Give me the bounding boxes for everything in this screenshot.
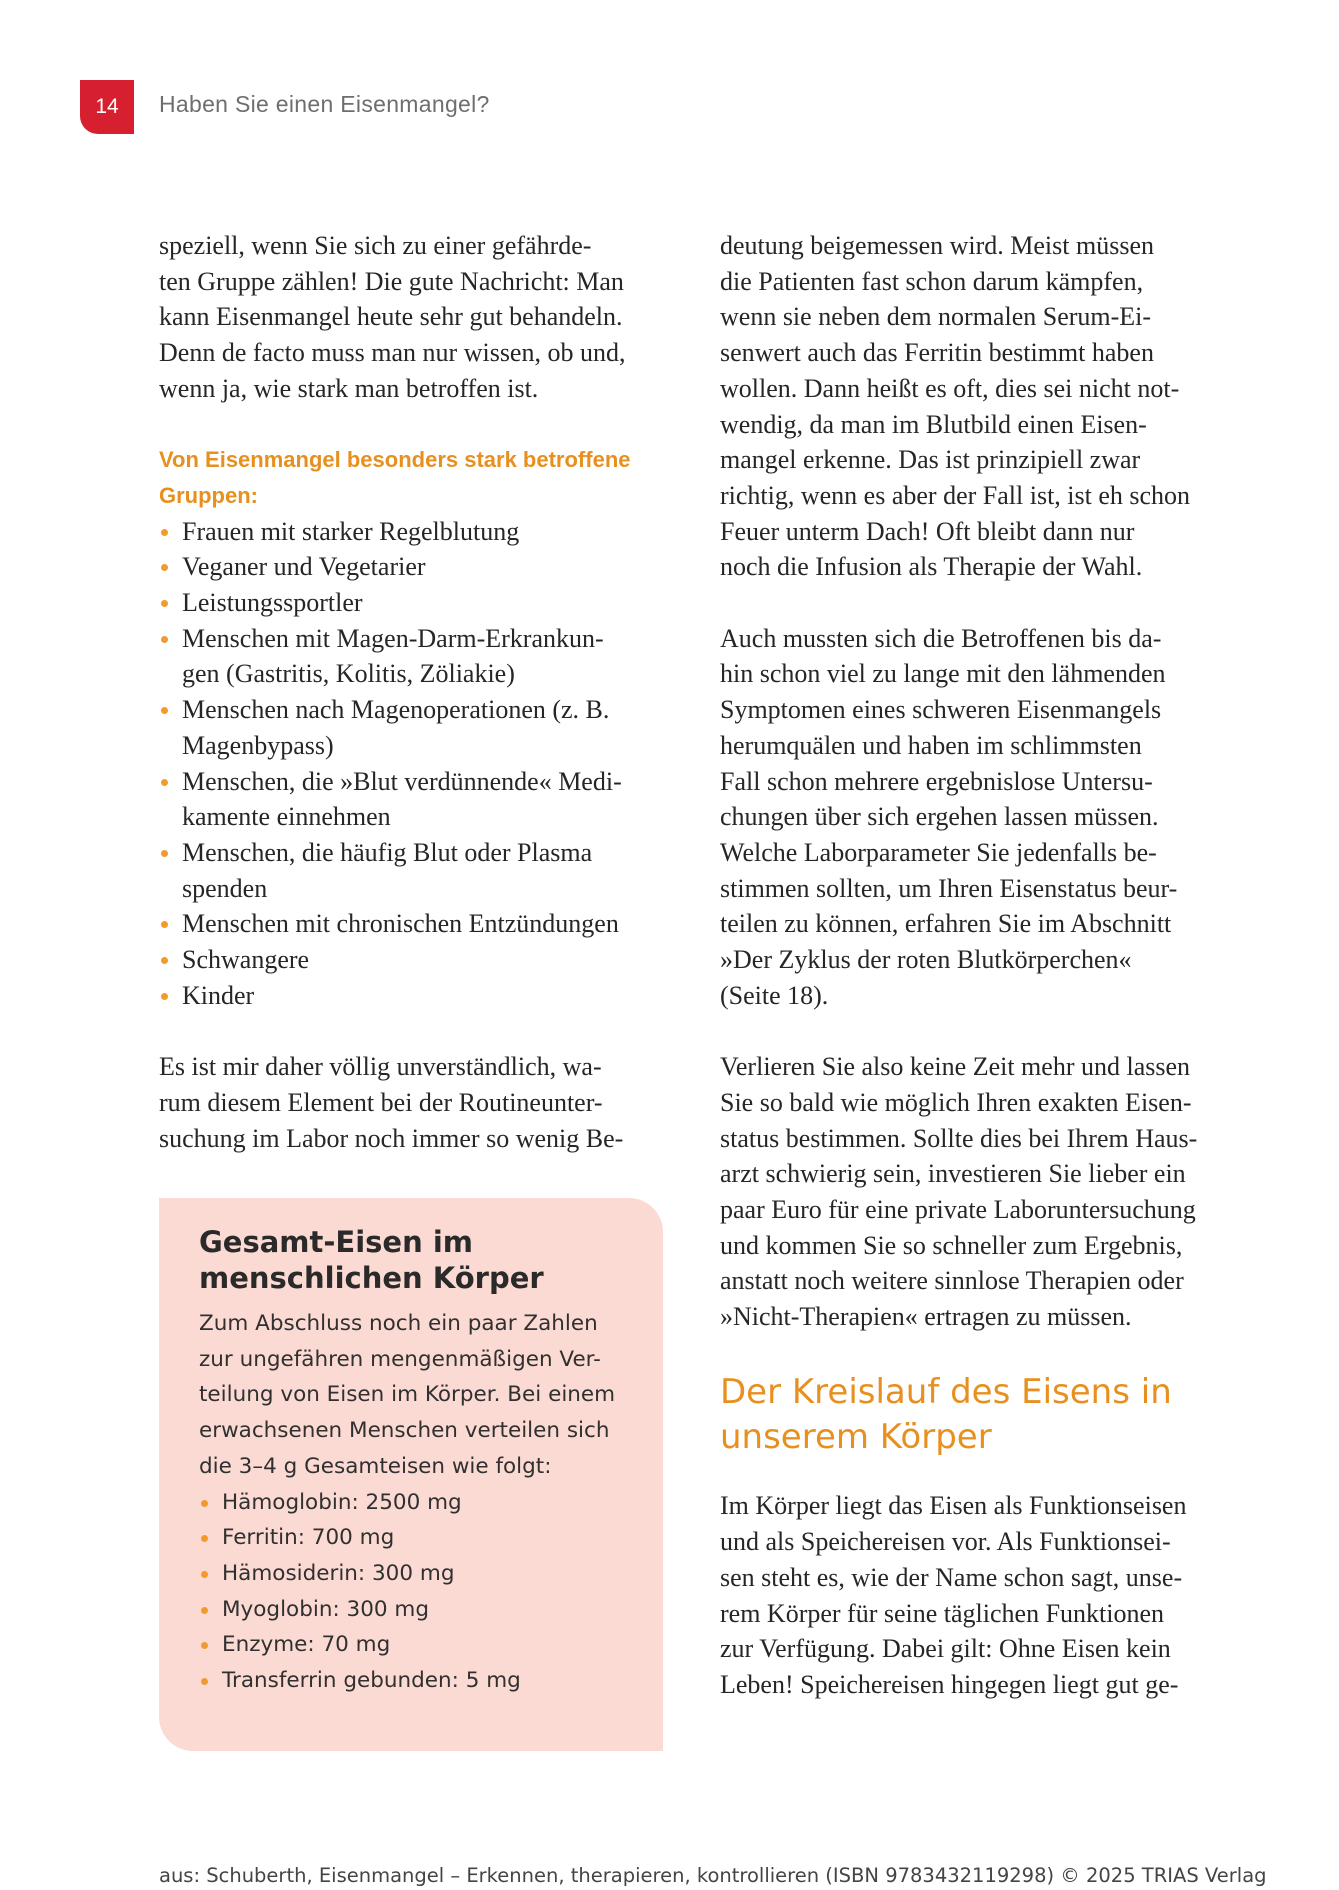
list-item [159,549,679,585]
paragraph [720,1488,1240,1702]
text-line: ten Gruppe zählen! Die gute Nachricht: Man [159,266,624,296]
list-item [159,906,679,942]
item-line: Kinder [182,980,255,1010]
text-line: Denn de facto muss man nur wissen, ob und, [159,338,626,368]
list-item: Hämosiderin: 300 mg [199,1556,633,1592]
title-line: menschlichen Körper [199,1261,544,1295]
item-line: kamente einnehmen [182,802,391,832]
item-line: gen (Gastritis, Kolitis, Zöliakie) [182,659,515,689]
iron-distribution-list [199,1485,633,1699]
paragraph [720,1049,1240,1335]
text-line: Verlieren Sie also keine Zeit mehr und lassen [720,1052,1191,1082]
heading-line: Von Eisenmangel besonders stark betroffene [159,447,631,473]
list-item [159,692,679,763]
heading-line: Gruppen: [159,482,258,508]
text-line: Es ist mir daher völlig unverständlich, wa- [159,1052,602,1082]
text-line: teilung von Eisen im Körper. Bei einem [199,1382,616,1408]
title-line: Der Kreislauf des Eisens in [720,1372,1172,1413]
list-item [159,585,679,621]
text-line: richtig, wenn es aber der Fall ist, ist eh schon [720,480,1191,510]
text-line: Welche Laborparameter Sie jedenfalls be- [720,837,1157,867]
text-line: mangel erkenne. Das ist prinzipiell zwar [720,445,1141,475]
running-title: Haben Sie einen Eisenmangel? [159,91,490,117]
page-number-tab [80,80,134,134]
text-line: deutung beigemessen wird. Meist müssen [720,231,1154,260]
text-line: »Der Zyklus der roten Blutkörperchen« [720,945,1132,975]
text-line: anstatt noch weitere sinnlose Therapien oder [720,1266,1184,1296]
list-item [159,764,679,835]
text-line: chungen über sich ergehen lassen müssen. [720,802,1159,832]
text-line: kann Eisenmangel heute sehr gut behandeln. [159,302,623,332]
text-line: die Patienten fast schon darum kämpfen, [720,266,1144,296]
text-line: Leben! Speichereisen hingegen liegt gut ge- [720,1669,1179,1699]
item-line: Magenbypass) [182,730,334,760]
section-title [720,1370,1240,1460]
groups-heading [159,442,679,513]
text-line: rem Körper für seine täglichen Funktionen [720,1598,1165,1628]
item-line: Menschen, die »Blut verdünnende« Medi- [182,766,622,796]
paragraph [720,621,1240,1014]
intro-paragraph [159,228,679,407]
text-line: sen steht es, wie der Name schon sagt, unse- [720,1562,1183,1592]
risk-groups-list [159,514,679,1014]
item-line: Frauen mit starker Regelblutung [182,516,520,546]
text-line: Im Körper liegt das Eisen als Funktionseisen [720,1491,1187,1521]
list-item [159,942,679,978]
list-item: Myoglobin: 300 mg [199,1592,633,1628]
item-line: Menschen mit Magen-Darm-Erkrankun- [182,623,604,653]
text-line: paar Euro für eine private Laboruntersuchung [720,1194,1196,1224]
text-line: zur Verfügung. Dabei gilt: Ohne Eisen kein [720,1634,1171,1664]
text-line: stimmen sollten, um Ihren Eisenstatus beur- [720,873,1178,903]
item-line: Menschen, die häufig Blut oder Plasma [182,837,593,867]
text-line: suchung im Labor noch immer so wenig Be- [159,1123,624,1153]
text-line: »Nicht-Therapien« ertragen zu müssen. [720,1302,1132,1332]
list-item [159,514,679,550]
text-line: (Seite 18). [720,980,829,1010]
text-line: arzt schwierig sein, investieren Sie lieber ein [720,1159,1186,1189]
list-item: Hämoglobin: 2500 mg [199,1485,633,1521]
text-line: wenn ja, wie stark man betroffen ist. [159,373,539,403]
text-line: Zum Abschluss noch ein paar Zahlen [199,1311,598,1336]
list-item: Enzyme: 70 mg [199,1627,633,1663]
text-line: zur ungefähren mengenmäßigen Ver- [199,1346,601,1372]
text-line: herumquälen und haben im schlimmsten [720,730,1142,760]
text-line: wenn sie neben dem normalen Serum-Ei- [720,302,1152,332]
left-column [159,228,679,1192]
right-column [720,228,1240,1738]
closing-paragraph [159,1049,679,1156]
text-line: und als Speichereisen vor. Als Funktionsei- [720,1527,1171,1557]
text-line: teilen zu können, erfahren Sie im Abschnitt [720,909,1172,939]
text-line: Auch mussten sich die Betroffenen bis da- [720,623,1162,653]
footer-citation: aus: Schuberth, Eisenmangel – Erkennen, therapieren, kontrollieren (ISBN 9783432119298) © 2025 TRIAS Verlag [159,1864,1267,1887]
text-line: erwachsenen Menschen verteilen sich [199,1418,610,1444]
list-item: Transferrin gebunden: 5 mg [199,1663,633,1699]
list-item [159,621,679,692]
text-line: hin schon viel zu lange mit den lähmenden [720,659,1166,689]
text-line: die 3–4 g Gesamteisen wie folgt: [199,1453,552,1479]
text-line: Symptomen eines schweren Eisenmangels [720,695,1162,725]
text-line: noch die Infusion als Therapie der Wahl. [720,552,1143,582]
text-line: Feuer unterm Dach! Oft bleibt dann nur [720,516,1135,546]
info-box-title [199,1224,633,1296]
text-line: senwert auch das Ferritin bestimmt haben [720,338,1154,368]
text-line: status bestimmen. Sollte dies bei Ihrem Haus- [720,1123,1198,1153]
text-line: Sie so bald wie möglich Ihren exakten Eisen- [720,1087,1192,1117]
text-line: Fall schon mehrere ergebnislose Untersu- [720,766,1153,796]
info-box [159,1198,663,1751]
item-line: Leistungssportler [182,588,363,618]
paragraph [720,228,1240,585]
item-line: spenden [182,873,268,903]
text-line: speziell, wenn Sie sich zu einer gefährde- [159,231,592,260]
page-number: 14 [95,95,119,118]
info-box-text [199,1306,633,1699]
text-line: rum diesem Element bei der Routineunter- [159,1087,603,1117]
list-item: Ferritin: 700 mg [199,1520,633,1556]
text-line: wollen. Dann heißt es oft, dies sei nicht not- [720,373,1180,403]
list-item [159,978,679,1014]
item-line: Veganer und Vegetarier [182,552,426,582]
item-line: Schwangere [182,945,310,975]
item-line: Menschen nach Magenoperationen (z. B. [182,695,610,725]
text-line: wendig, da man im Blutbild einen Eisen- [720,409,1147,439]
text-line: und kommen Sie so schneller zum Ergebnis, [720,1230,1183,1260]
list-item [159,835,679,906]
item-line: Menschen mit chronischen Entzündungen [182,909,619,939]
title-line: unserem Körper [720,1417,992,1458]
title-line: Gesamt-Eisen im [199,1225,473,1259]
